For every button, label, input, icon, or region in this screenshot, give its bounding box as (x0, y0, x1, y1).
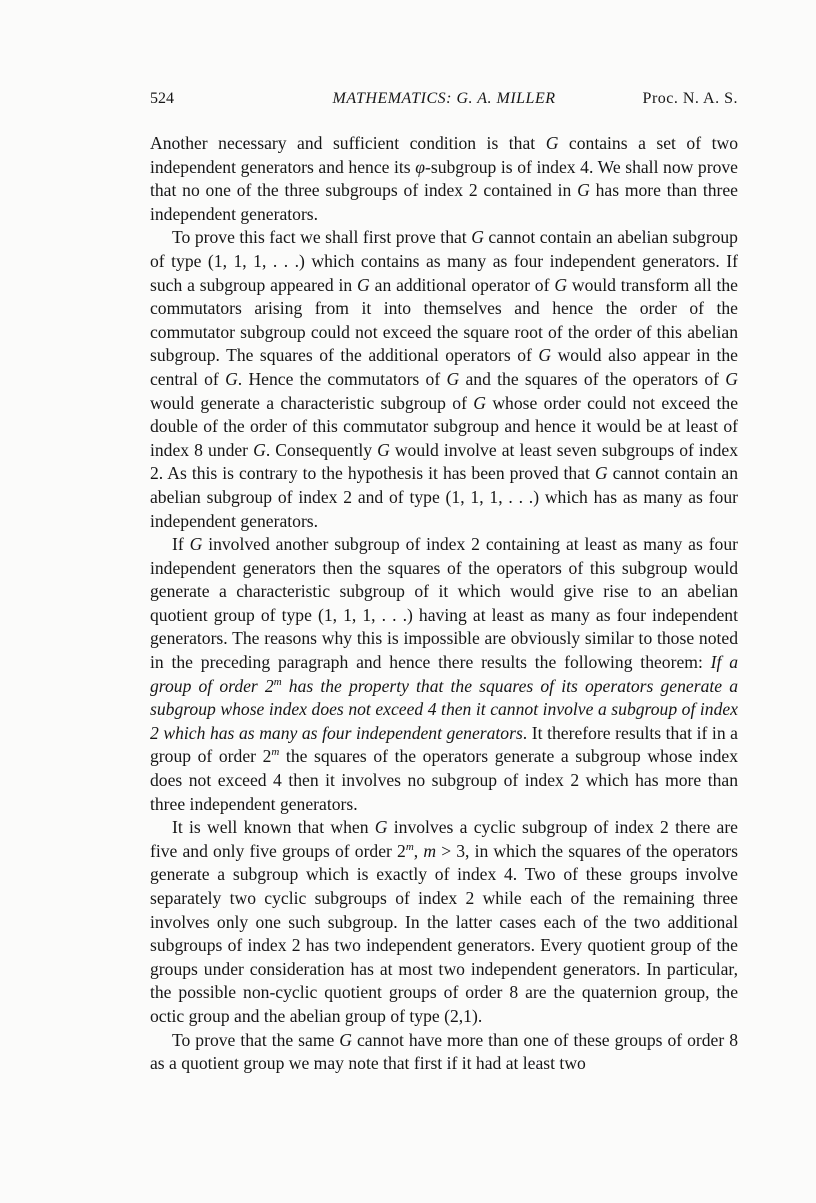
text-run: and the squares of the operators of (459, 368, 726, 389)
italic-text-run: G (446, 368, 460, 389)
italic-text-run: G (189, 534, 203, 555)
italic-text-run: G (538, 345, 552, 366)
paragraph (150, 816, 738, 1028)
italic-text-run: G (545, 133, 559, 153)
italic-text-run: G (377, 439, 390, 460)
italic-text-run: m (271, 746, 280, 759)
text-run: would generate a characteristic subgroup of (150, 392, 474, 413)
italic-text-run: G (554, 274, 568, 295)
running-title: MATHEMATICS: G. A. MILLER (332, 90, 556, 107)
text-run: cannot contain an abelian subgroup of index 2 and of type (1, 1, 1, . . .) which has as many as four independent generators. (150, 463, 738, 531)
text-run: If (172, 534, 190, 555)
paragraph (150, 226, 738, 533)
paragraph (150, 533, 738, 816)
italic-text-run: G (577, 180, 590, 201)
text-run: involves a cyclic subgroup of index 2 there are five and only five groups of order 2 (150, 817, 738, 861)
text-run: an additional operator of (369, 274, 555, 295)
text-run: would transform all the commutators arising from it into themselves and hence the order of the commutator subgroup could not exceed the square root of the order of this abelian subgroup. The squares of the additional operators of (150, 274, 738, 366)
text-run: has more than three independent generators. (150, 180, 738, 224)
italic-text-run: G (725, 368, 738, 389)
running-header (150, 90, 738, 114)
text-run: whose order could not exceed the double of the order of this commutator subgroup and hence it would be at least of index 8 under (150, 392, 738, 460)
paragraph (150, 1029, 738, 1076)
text-run: cannot contain an abelian subgroup of type (1, 1, 1, . . .) which contains as many as four independent generators. If such a subgroup appeared in (150, 227, 738, 295)
text-run: To prove that the same (172, 1029, 340, 1050)
text-run: . Hence the commutators of (237, 368, 447, 389)
text-run: involved another subgroup of index 2 containing at least as many as four independent generators then the squares of the operators of this subgroup would generate a characteristic subgroup of it which would give rise to an abelian quotient group of type (1, 1, 1, . . .) having at least as many as four independent generators. The reasons why this is impossible are obviously similar to those noted in the preceding paragraph and hence there results the following theorem: (150, 534, 738, 673)
text-run: -subgroup is of index 4. We shall now prove that no one of the three subgroups of index 2 contained in (150, 156, 738, 201)
page-number: 524 (150, 90, 174, 107)
italic-text-run: G (339, 1029, 353, 1050)
italic-text-run: has the property that the squares of its operators generate a subgroup whose index does not exceed 4 then it cannot involve a subgroup of index 2 which has as many as four independent generators (150, 675, 738, 743)
italic-text-run: G (357, 274, 370, 295)
text-run: contains a set of two independent generators and hence its (150, 133, 738, 177)
paragraph (150, 132, 738, 226)
italic-text-run: G (594, 463, 608, 484)
italic-text-run: G (471, 227, 484, 248)
italic-text-run: m (405, 840, 414, 853)
journal-name: Proc. N. A. S. (642, 90, 738, 107)
italic-text-run: G (225, 368, 238, 389)
text-run: > 3, in which the squares of the operators generate a subgroup which is exactly of index 4. Two of these groups involve separately two cyclic subgroups of index 2 while each of the remaining three involves only one such subgroup. In the latter cases each of the two additional subgroups of index 2 has two independent generators. Every quotient group of the groups under consideration has at most two independent generators. In particular, the possible non-cyclic quotient groups of order 8 are the quaternion group, the octic group and the abelian group of type (2,1). (150, 840, 738, 1026)
text-run: , (413, 840, 424, 861)
italic-text-run: If a group of order (150, 652, 739, 696)
text-run: would involve at least seven subgroups of index 2. As this is contrary to the hypothesis it has been proved that (150, 439, 739, 484)
text-run: To prove this fact we shall first prove that (172, 227, 472, 248)
article-body (150, 132, 738, 1076)
text-run: . It therefore results that if in a group of order 2 (150, 722, 738, 767)
text-run: . Consequently (265, 439, 378, 460)
italic-text-run: m (423, 840, 437, 861)
italic-text-run: φ (415, 156, 425, 177)
text-run: cannot have more than one of these groups of order 8 as a quotient group we may note that first if it had at least two (150, 1029, 738, 1074)
text-run: the squares of the operators generate a subgroup whose index does not exceed 4 then it involves no subgroup of index 2 which has more than three independent generators. (150, 746, 738, 814)
italic-text-run: m (273, 675, 282, 688)
text-run: It is well known that when (172, 817, 375, 838)
text-run: would also appear in the central of (150, 345, 738, 389)
italic-text-run: G (473, 392, 487, 413)
italic-text-run: G (253, 439, 266, 460)
italic-text-run: G (374, 817, 388, 838)
italic-text-run: 2 (264, 675, 274, 696)
text-run: Another necessary and sufficient condition is that (150, 133, 546, 153)
